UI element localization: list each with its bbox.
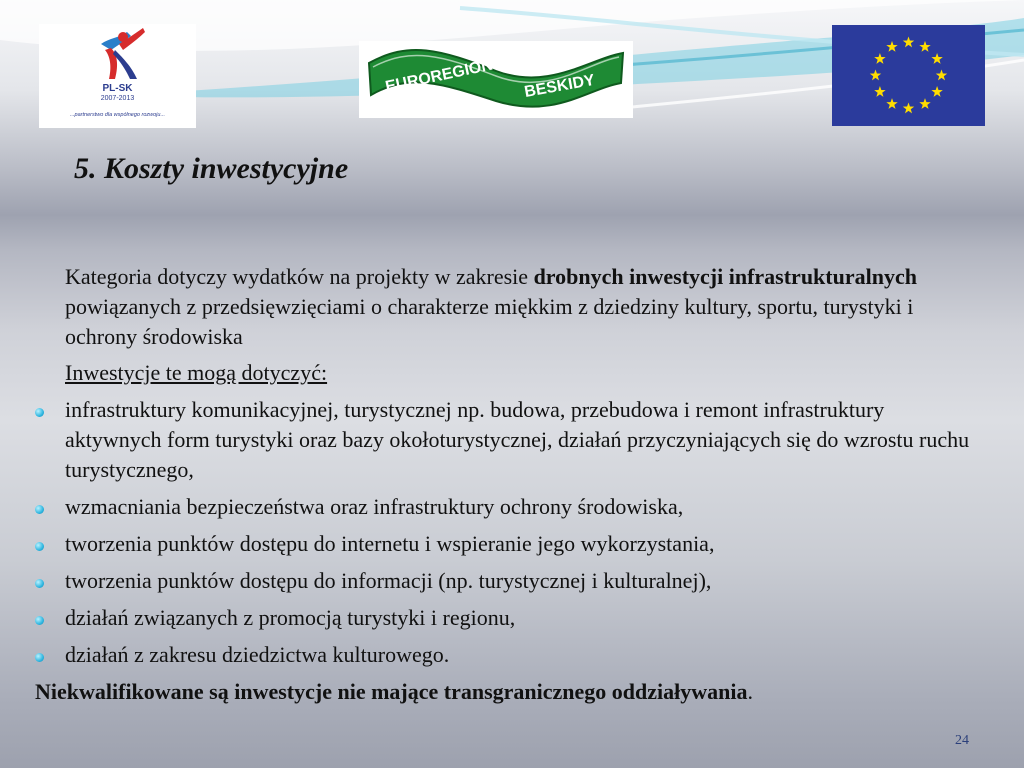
list-item-text: infrastruktury komunikacyjnej, turystycznej np. budowa, przebudowa i remont infrastruktury aktywnych form turystyki oraz bazy okołoturystycznej, działań przyczyniających się do wzrostu ruchu turystycznego, [65, 397, 970, 482]
bullet-icon [35, 579, 44, 588]
non-eligible-note [35, 677, 995, 707]
list-item-text: tworzenia punktów dostępu do informacji (np. turystycznej i kulturalnej), [65, 568, 712, 593]
euroregion-beskidy-logo [359, 41, 633, 118]
list-item-text: działań z zakresu dziedzictwa kulturowego. [65, 642, 450, 667]
intro-text-1: Kategoria dotyczy wydatków na projekty w zakresie [65, 264, 534, 289]
beskidy-text: BESKIDY [523, 71, 597, 101]
euroregion-text: EUROREGION [383, 56, 495, 96]
eu-star-icon [886, 98, 897, 109]
eu-star-icon [874, 53, 885, 64]
list-item [0, 640, 975, 670]
eu-star-icon [931, 86, 942, 97]
bullet-icon [35, 653, 44, 662]
intro-paragraph [65, 262, 975, 352]
list-item [0, 566, 975, 596]
eu-star-icon [874, 86, 885, 97]
eu-flag [832, 25, 985, 126]
intro-bold-text: drobnych inwestycji infrastrukturalnych [533, 264, 917, 289]
plsk-logo [39, 24, 196, 128]
list-item [0, 529, 975, 559]
bullet-icon [35, 505, 44, 514]
plsk-figure-icon [39, 24, 196, 84]
list-item [0, 395, 975, 485]
eu-star-icon [903, 37, 914, 48]
page-number: 24 [955, 733, 969, 748]
eu-star-icon [903, 103, 914, 114]
eu-star-icon [870, 70, 881, 81]
bullet-icon [35, 616, 44, 625]
eu-star-icon [919, 98, 930, 109]
eu-star-icon [931, 53, 942, 64]
intro-text-2: powiązanych z przedsięwzięciami o charakterze miękkim z dziedziny kultury, sportu, turystyki i ochrony środowiska [65, 294, 914, 349]
investments-subheading: Inwestycje te mogą dotyczyć: [65, 360, 328, 385]
plsk-logo-years: 2007-2013 [100, 95, 135, 102]
list-item-text: wzmacniania bezpieczeństwa oraz infrastruktury ochrony środowiska, [65, 494, 684, 519]
slide-body [0, 262, 1000, 707]
non-eligible-end: . [747, 679, 753, 704]
bullet-icon [35, 542, 44, 551]
eu-stars-icon [832, 25, 985, 126]
eu-star-icon [886, 41, 897, 52]
bullet-icon [35, 408, 44, 417]
list-item [0, 603, 975, 633]
list-item-text: tworzenia punktów dostępu do internetu i wspieranie jego wykorzystania, [65, 531, 715, 556]
list-item-text: działań związanych z promocją turystyki i regionu, [65, 605, 516, 630]
non-eligible-bold: Niekwalifikowane są inwestycje nie mające transgranicznego oddziaływania [35, 679, 748, 704]
plsk-logo-tagline: ...partnerstwo dla wspólnego rozwoju... [69, 112, 166, 118]
eu-star-icon [919, 41, 930, 52]
eu-star-icon [936, 70, 947, 81]
list-item [0, 492, 975, 522]
euroregion-banner-icon [359, 41, 633, 118]
slide-title: 5. Koszty inwestycyjne [74, 152, 349, 185]
plsk-logo-name: PL-SK [102, 83, 133, 94]
investment-list [0, 395, 1000, 670]
